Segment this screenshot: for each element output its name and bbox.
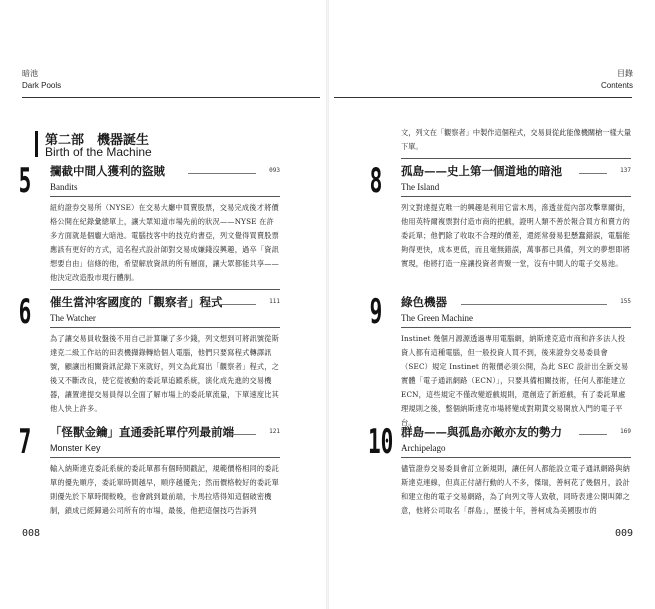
chapter-number: 5 bbox=[18, 161, 32, 201]
chapter-title-row bbox=[401, 294, 631, 310]
chapter-page-number[interactable]: 093 bbox=[269, 167, 280, 174]
running-head-left bbox=[22, 68, 61, 92]
chapter-description: Instinet 幾個月源源透過專用電腦網，納斯達克造市商和許多法人投資人都有這種電腦，但一般投資人買不到，後來證券交易委員會（SEC）規定 Instinet 的報價必須公開，為此 SEC 設計出全新交易實體「電子通訊網路（ECN）」，只要具備相關技術，任何人都能建立 ECN，這些規定不僅改變遊戲規則，還創造了新遊戲，有了委託單處理規則之後，整個納斯達克市場將變成對期貨交易開放入門的電子平台。 bbox=[401, 334, 629, 427]
chapter-title-en: The Island bbox=[401, 179, 631, 197]
chapter-title[interactable]: 綠色機器 bbox=[401, 295, 447, 309]
page-folio: 009 bbox=[614, 528, 633, 539]
part-title-en: Birth of the Machine bbox=[45, 145, 152, 159]
title-leader bbox=[232, 434, 256, 435]
chapter-description: 輸入納斯達克委託系統的委託單都有個時間戳記，規範價格相同的委託單的優先順序，委託單時間越早，順序越優先；然而價格較好的委託單則優先於下單時間較晚，也會跳到最前端，卡馬拉塔得知這個破密機制，鎖成已經歸過公司所有的市場，最後，他把這個技巧告訴列 bbox=[50, 464, 280, 515]
chapter-body bbox=[50, 424, 280, 518]
chapter-title-en: The Watcher bbox=[50, 310, 280, 328]
running-head-en: Contents bbox=[600, 81, 633, 90]
chapter-number: 8 bbox=[369, 161, 383, 201]
right-page bbox=[328, 0, 655, 609]
chapter-description: 列文對達提克唯一的興趣是利用它當木馬，滲透並從內部攻擊華爾街，他用英特爾複票對付造市商的把戲，證明人類不善於報合買方和賣方的委託單；他們除了收取不合理的價差，還經常發易犯懸蠢錯誤，電腦能夠得更快，成本更低，而且毫無錯誤，萬事都已具備，列文的夢想即將實現，他將打造一座讓投資者齊聚一堂，沒有中間人的電子交易池。 bbox=[401, 203, 631, 268]
chapter-page-number[interactable]: 137 bbox=[620, 167, 631, 174]
chapter-title-row bbox=[401, 424, 631, 440]
chapter-title[interactable]: 孤島——史上第一個道地的暗池 bbox=[401, 164, 562, 178]
chapter-number: 7 bbox=[18, 422, 32, 462]
title-leader bbox=[461, 304, 607, 305]
running-head-right bbox=[601, 68, 633, 92]
chapter-body bbox=[50, 294, 280, 416]
left-page bbox=[0, 0, 327, 609]
chapter-body bbox=[401, 424, 631, 518]
running-head-zh: 目錄 bbox=[617, 69, 633, 78]
chapter-title-row bbox=[50, 163, 280, 179]
chapter-page-number[interactable]: 121 bbox=[269, 428, 280, 435]
chapter-description: 為了讓交易員收盤後不用自己計算賺了多少錢，列文想到可將訊號從斯達克二級工作站的田表機擷錄轉給個人電腦，他們只要寫程式轉譯訊號，顧讓出相關資訊記錄下來就好，列文為此寫出「觀察者」程式，之後又不斷改良，使它從被動的委託單追蹤系統，演化成先進的交易機器，讓置達提交易員得以全面了解市場上的委託單流量，下單速度比其他人快上許多。 bbox=[50, 334, 280, 413]
part-bar bbox=[35, 131, 38, 157]
title-leader bbox=[218, 304, 256, 305]
chapter-page-number[interactable]: 169 bbox=[620, 428, 631, 435]
chapter-body bbox=[50, 163, 280, 290]
chapter-title[interactable]: 群島——與孤島亦敵亦友的勢力 bbox=[401, 425, 562, 439]
continued-description: 文，列文在「觀察者」中製作這個程式，交易員從此能像機關槍一樣大量下單。 bbox=[401, 126, 631, 159]
chapter-title-en: Bandits bbox=[50, 179, 280, 197]
chapter-page-number[interactable]: 111 bbox=[269, 298, 280, 305]
title-leader bbox=[188, 173, 256, 174]
title-leader bbox=[579, 434, 607, 435]
chapter-number: 6 bbox=[18, 292, 32, 332]
chapter-description: 紐約證券交易所（NYSE）在交易大廳中買賣股票，交易完成後才將價格公開在紀錄彙總單上，讓大眾知道市場先前的狀況——NYSE 在許多方面就是個龐大暗池。電腦技客中的技克約書亞，列文覺得買賣股票應該有更好的方式，這名程式設計師對交易成嫌錢沒興趣，過卒「資訊想要自由」信條的他，希望解放資訊的所有層面，讓大眾都能共享——他決定改造股市現行體制。 bbox=[50, 197, 280, 290]
chapter-title[interactable]: 「怪獸金鑰」直通委託單佇列最前端 bbox=[50, 425, 234, 439]
chapter-page-number[interactable]: 155 bbox=[620, 298, 631, 305]
chapter-title-en: Archipelago bbox=[401, 440, 631, 458]
header-rule bbox=[334, 97, 632, 98]
chapter-title-en: Monster Key bbox=[50, 440, 280, 458]
chapter-number: 9 bbox=[369, 292, 383, 332]
chapter-body bbox=[401, 163, 631, 271]
chapter-title-row bbox=[401, 163, 631, 179]
title-leader bbox=[579, 173, 607, 174]
chapter-title[interactable]: 催生當沖客國度的「觀察者」程式 bbox=[50, 295, 223, 309]
page-folio: 008 bbox=[22, 528, 41, 539]
running-head-en: Dark Pools bbox=[22, 81, 62, 90]
chapter-title-row bbox=[50, 294, 280, 310]
chapter-title-en: The Green Machine bbox=[401, 310, 631, 328]
header-rule bbox=[22, 97, 320, 98]
running-head-zh: 暗池 bbox=[22, 69, 38, 78]
part-title-zh: 第二部 機器誕生 bbox=[45, 133, 150, 148]
chapter-title-row bbox=[50, 424, 280, 440]
chapter-description: 儘管證券交易委員會訂立新規則，讓任何人都能設立電子通訊網路與納斯達克連線，但真正付諸行動的人不多，傑瑞，善柯花了幾個月，設計和建立他的電子交易網路，為了向列文等人致敬，同時表達公開叫陣之意，他將公司取名「群島」，歷後十年，善柯成為美國股市的 bbox=[401, 464, 631, 515]
chapter-title[interactable]: 攔截中間人獲利的盜賊 bbox=[50, 164, 165, 178]
chapter-number: 10 bbox=[367, 422, 394, 462]
chapter-body bbox=[401, 294, 631, 430]
